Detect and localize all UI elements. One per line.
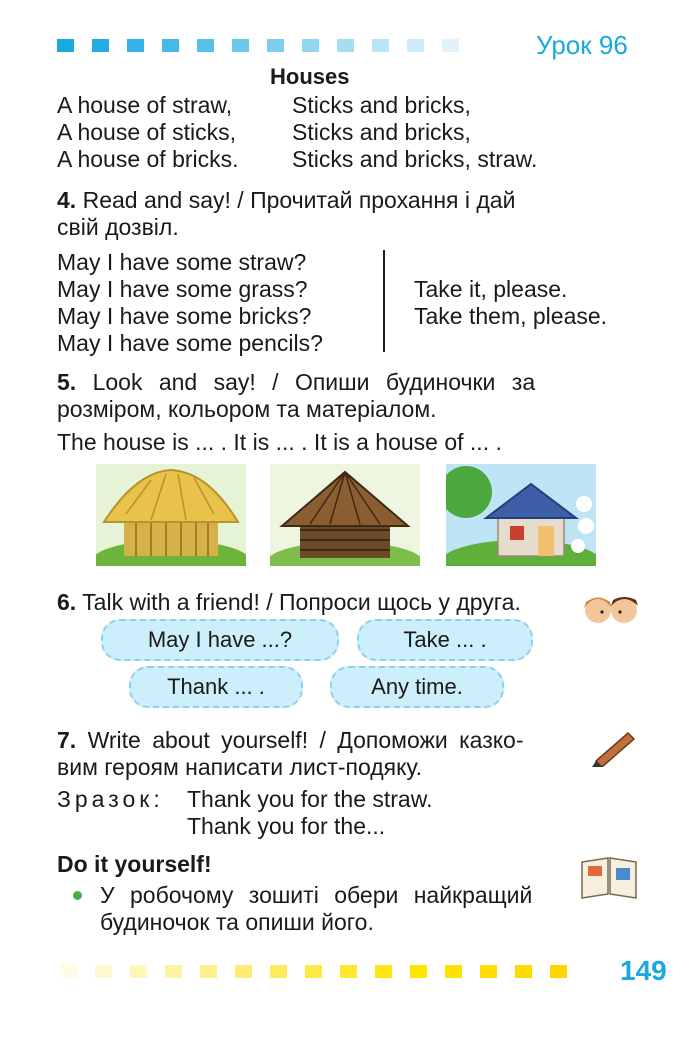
bullet-icon [73,891,82,900]
friends-icon [580,590,644,630]
exercise-7-title [57,727,524,754]
brick-house-image [446,464,596,566]
poem-line: A house of sticks, [57,119,236,145]
exercise-instruction: розміром, кольором та матеріалом. [57,396,437,422]
exercise-instruction: Read and say! / Прочитай прохання і дай [82,187,516,213]
sample-line: Thank you for the... [187,813,386,839]
poem-title: Houses [270,64,350,89]
poem-line: A house of straw, [57,92,233,118]
stick-house-image [270,464,420,566]
top-decor-squares [57,39,459,52]
diy-text: будиночок та опиши його. [100,909,374,935]
phrase-bubble: Any time. [330,666,504,708]
exercise-instruction: Write about yourself! / Допоможи казко- [87,727,524,753]
bottom-decor-squares [60,965,567,978]
answer-line: Take it, please. [414,276,568,302]
poem-line: Sticks and bricks, straw. [292,146,538,172]
exercise-instruction: Talk with a friend! / Попроси щось у друга. [82,589,521,615]
exercise-number: 6. [57,589,77,615]
poem-line: A house of bricks. [57,146,239,172]
answer-line: Take them, please. [414,303,608,329]
straw-house-image [96,464,246,566]
phrase-bubble: Thank ... . [129,666,303,708]
diy-text: У робочому зошиті обери найкращий [100,882,533,908]
exercise-instruction: свій дозвіл. [57,214,179,240]
sentence-pattern: The house is ... . It is ... . It is a house of ... . [57,429,502,455]
exercise-number: 5. [57,369,77,395]
phrase-bubble: May I have ...? [101,619,339,661]
phrase-bubble: Take ... . [357,619,533,661]
poem-line: Sticks and bricks, [292,92,471,118]
diy-title: Do it yourself! [57,851,212,877]
sample-label: Зразок: [57,786,164,812]
pen-icon [588,727,638,767]
lesson-number: Урок 96 [536,30,628,60]
exercise-instruction: Look and say! / Опиши будиночки за [92,369,536,395]
open-book-icon [578,852,640,900]
question-line: May I have some pencils? [57,330,323,356]
exercise-number: 7. [57,727,77,753]
divider [383,250,385,352]
exercise-number: 4. [57,187,77,213]
question-line: May I have some straw? [57,249,307,275]
question-line: May I have some grass? [57,276,308,302]
exercise-6-title [57,589,521,616]
exercise-instruction: вим героям написати лист-подяку. [57,754,423,780]
exercise-5-title [57,369,535,396]
sample-line: Thank you for the straw. [187,786,433,812]
page-number: 149 [620,955,667,986]
poem-line: Sticks and bricks, [292,119,471,145]
question-line: May I have some bricks? [57,303,312,329]
exercise-4-title [57,187,515,214]
